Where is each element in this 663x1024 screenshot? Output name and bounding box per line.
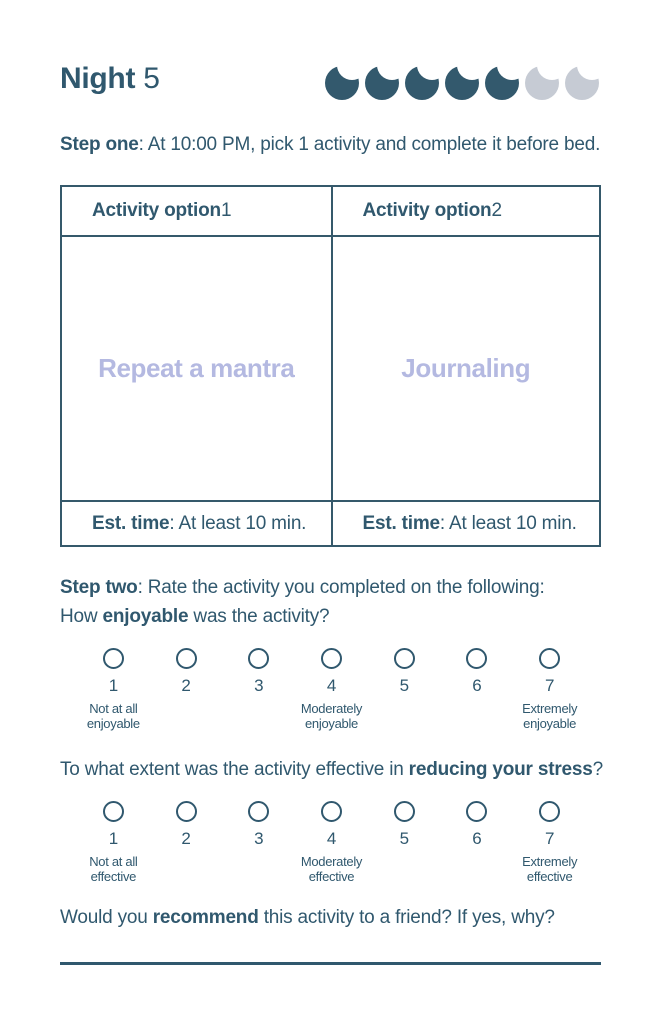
rating-circle-effective-1[interactable] — [103, 801, 124, 822]
rating-number-effective-6: 6 — [472, 829, 482, 848]
page-title: Night 5 — [60, 62, 160, 95]
scale-anchors-row — [77, 701, 586, 731]
question-enjoyable: How enjoyable was the activity? — [60, 606, 330, 627]
rating-circle-enjoyable-7[interactable] — [539, 648, 560, 669]
rating-circle-enjoyable-6[interactable] — [466, 648, 487, 669]
scale-anchor-label: Moderately enjoyable — [300, 701, 363, 731]
activity-1-name[interactable]: Repeat a mantra — [62, 235, 331, 500]
step-one-instruction: Step one: At 10:00 PM, pick 1 activity and complete it before bed. — [60, 134, 601, 155]
activity-table — [60, 185, 601, 547]
question-effective: To what extent was the activity effective in reducing your stress? — [60, 759, 603, 780]
step-two-block — [60, 573, 603, 631]
rating-number-enjoyable-6: 6 — [472, 676, 482, 695]
rating-number-effective-5: 5 — [399, 829, 409, 848]
rating-circle-effective-5[interactable] — [394, 801, 415, 822]
activity-option-1-header: Activity option 1 — [92, 200, 232, 221]
rating-circle-enjoyable-5[interactable] — [394, 648, 415, 669]
rating-number-effective-2: 2 — [181, 829, 191, 848]
moon-icon — [525, 56, 563, 102]
scale-numbers-row — [77, 676, 586, 696]
scale-anchor-label: Moderately effective — [300, 854, 363, 884]
activity-option-2-header: Activity option 2 — [331, 187, 600, 235]
scale-anchor-label: Extremely effective — [522, 854, 578, 884]
moon-icon — [365, 56, 403, 102]
rating-scale-enjoyable — [77, 648, 586, 731]
activity-2-est-time: Est. time : At least 10 min. — [331, 500, 600, 545]
rating-circle-enjoyable-1[interactable] — [103, 648, 124, 669]
rating-circle-enjoyable-3[interactable] — [248, 648, 269, 669]
rating-number-enjoyable-5: 5 — [399, 676, 409, 695]
rating-circle-effective-4[interactable] — [321, 801, 342, 822]
rating-circle-effective-6[interactable] — [466, 801, 487, 822]
moon-icon — [325, 56, 363, 102]
rating-circle-effective-7[interactable] — [539, 801, 560, 822]
scale-anchor-label: Not at all effective — [89, 854, 138, 884]
step-two-instruction: Step two: Rate the activity you completed on the following: — [60, 577, 545, 598]
rating-number-enjoyable-7: 7 — [545, 676, 555, 695]
rating-number-enjoyable-4: 4 — [326, 676, 337, 695]
page-header — [60, 54, 603, 104]
rating-number-enjoyable-1: 1 — [108, 676, 118, 695]
rating-circle-effective-2[interactable] — [176, 801, 197, 822]
rating-circle-enjoyable-2[interactable] — [176, 648, 197, 669]
moon-icon — [485, 56, 523, 102]
moon-tracker — [325, 56, 603, 102]
rating-number-enjoyable-2: 2 — [181, 676, 191, 695]
scale-numbers-row — [77, 829, 586, 849]
question-recommend: Would you recommend this activity to a friend? If yes, why? — [60, 907, 555, 928]
activity-1-est-time: Est. time : At least 10 min. — [62, 500, 331, 545]
moon-icon — [565, 56, 603, 102]
rating-scale-effective — [77, 801, 586, 884]
scale-anchor-label: Extremely enjoyable — [522, 701, 578, 731]
scale-circles-row — [77, 801, 586, 822]
answer-write-line[interactable] — [60, 962, 601, 965]
activity-2-name[interactable]: Journaling — [331, 235, 600, 500]
rating-number-effective-3: 3 — [254, 829, 264, 848]
rating-circle-enjoyable-4[interactable] — [321, 648, 342, 669]
scale-anchors-row — [77, 854, 586, 884]
rating-number-effective-4: 4 — [326, 829, 337, 848]
scale-anchor-label: Not at all enjoyable — [86, 701, 140, 731]
rating-number-enjoyable-3: 3 — [254, 676, 264, 695]
rating-number-effective-1: 1 — [108, 829, 118, 848]
rating-circle-effective-3[interactable] — [248, 801, 269, 822]
scale-circles-row — [77, 648, 586, 669]
rating-number-effective-7: 7 — [545, 829, 555, 848]
moon-icon — [445, 56, 483, 102]
moon-icon — [405, 56, 443, 102]
